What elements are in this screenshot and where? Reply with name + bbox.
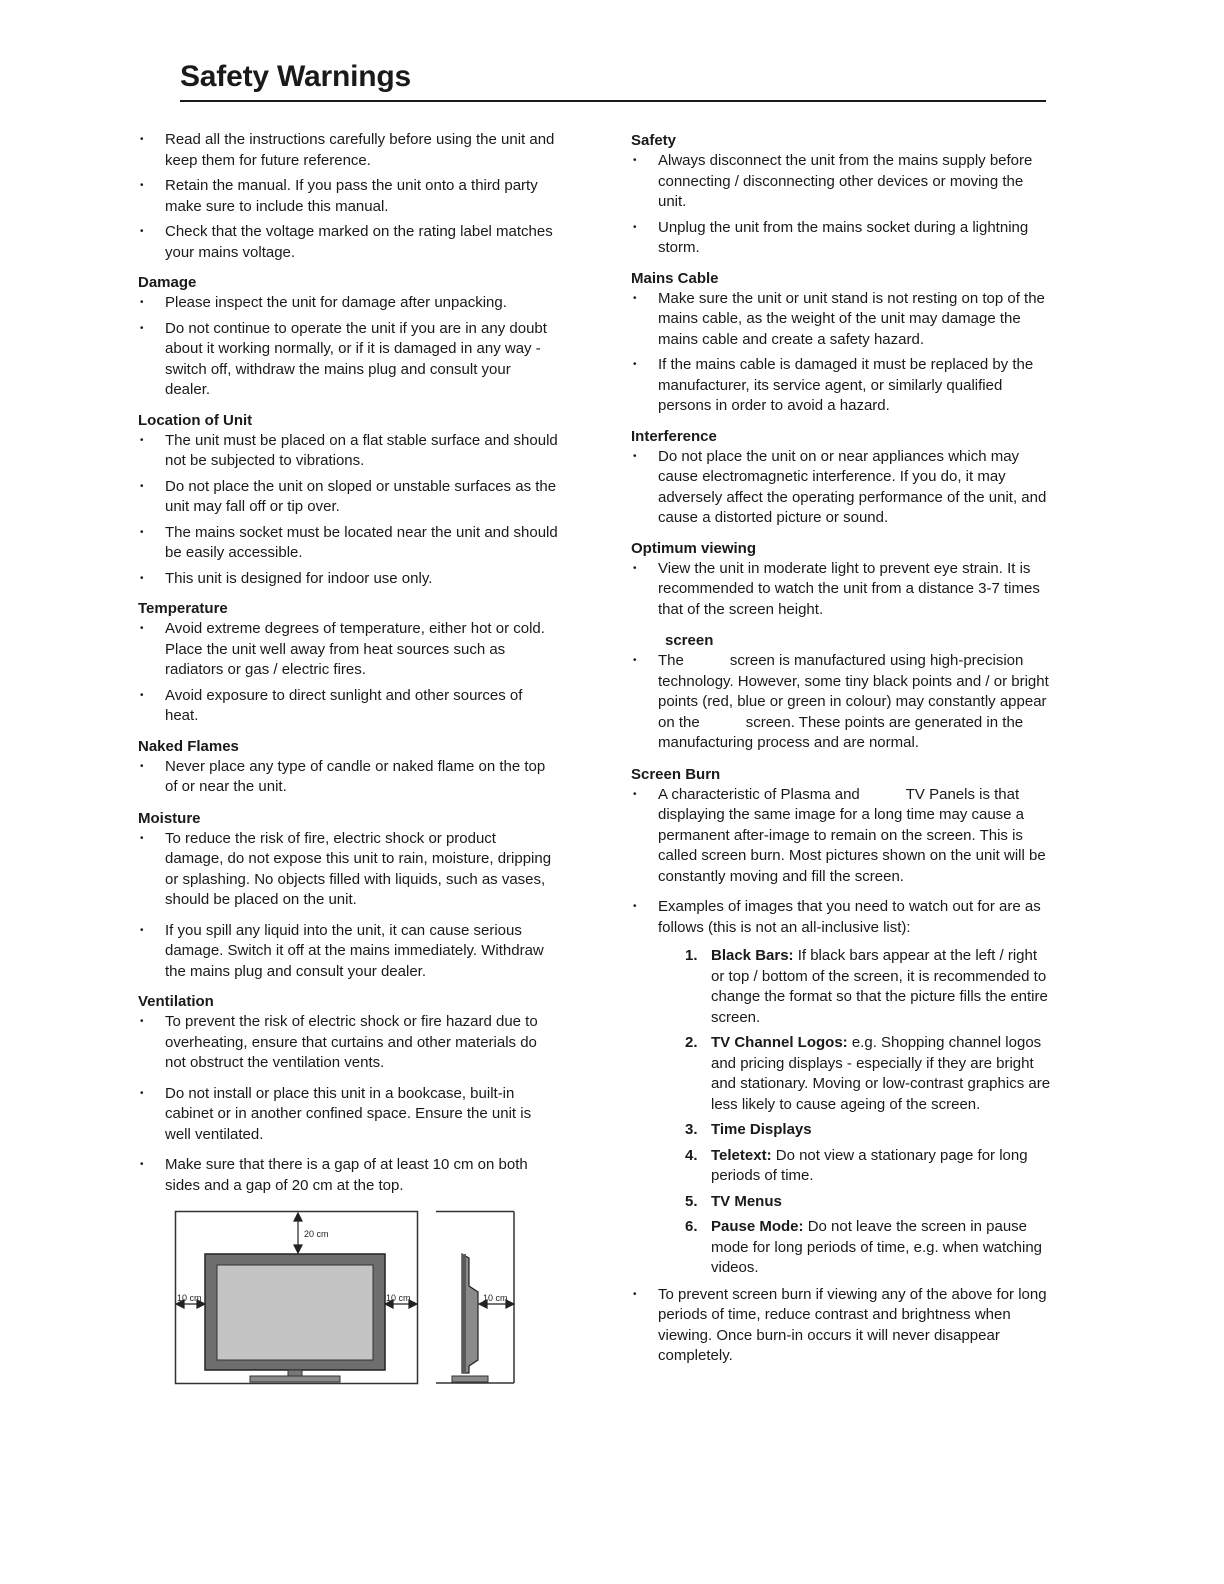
list-item: • Always disconnect the unit from the mains supply before connecting / disconnecting other devices or moving the unit. (631, 151, 1051, 213)
screen-burn-section (631, 764, 1051, 1367)
flames-section (138, 736, 558, 798)
section-heading: screen (665, 632, 714, 649)
section-heading: Naked Flames (138, 737, 239, 755)
section-heading: Location of Unit (138, 411, 253, 429)
optimum-viewing-section (631, 538, 1051, 621)
list-item: • Make sure that there is a gap of at least 10 cm on both sides and a gap of 20 cm at the top. (138, 1155, 558, 1196)
burn-text-1a: A characteristic of Plasma and (658, 785, 860, 803)
list-item: • If you spill any liquid into the unit, it can cause serious damage. Switch it off at the mains immediately. Withdraw the mains plug and consult your dealer. (138, 921, 558, 983)
left-gap-label: 10 cm (177, 1293, 202, 1303)
list-item: • The mains socket must be located near the unit and should be easily accessible. (138, 523, 558, 564)
section-heading: Ventilation (138, 993, 214, 1010)
list-item: • Never place any type of candle or naked flame on the top of or near the unit. (138, 757, 558, 798)
list-item: • To prevent the risk of electric shock or fire hazard due to overheating, ensure that curtains and other materials do not obstruct the ventilation vents. (138, 1012, 558, 1074)
safety-section (631, 130, 1051, 259)
section-heading: Temperature (138, 600, 228, 617)
list-item: • Unplug the unit from the mains socket during a lightning storm. (631, 218, 1051, 259)
numbered-item: 5. TV Menus (685, 1192, 782, 1210)
section-heading: Optimum viewing (631, 539, 757, 557)
interference-section (631, 426, 1051, 529)
list-item: • Make sure the unit or unit stand is not resting on top of the mains cable, as the weight of the unit may damage the mains cable and create a safety hazard. (631, 289, 1051, 351)
temperature-section (138, 598, 558, 727)
list-item: • Do not continue to operate the unit if you are in any doubt about it working normally, or if it is damaged in any way - switch off, withdraw the mains plug and consult your dealer. (138, 319, 558, 401)
mains-cable-section (631, 268, 1051, 417)
right-gap-label: 10 cm (386, 1293, 411, 1303)
screen-text-3: screen. These points are generated in the manufacturing process and are normal. (658, 713, 1024, 751)
numbered-item: 2. TV Channel Logos: e.g. Shopping channel logos and pricing displays - especially if they are bright and stationary. Moving or low-contrast graphics are less likely to cause ageing of the screen. (685, 1034, 1051, 1113)
list-item: • Avoid exposure to direct sunlight and other sources of heat. (138, 686, 558, 727)
top-gap-arrow (294, 1213, 302, 1253)
screen-section (631, 630, 1051, 754)
list-item: • To prevent screen burn if viewing any of the above for long periods of time, reduce contrast and brightness when viewing. Once burn-in occurs it will never disappear completely. (631, 1285, 1051, 1367)
page-title: Safety Warnings (180, 60, 411, 93)
top-gap-label: 20 cm (304, 1229, 329, 1239)
burn-text-2: Examples of images that you need to watch out for are as follows (this is not an all-inclusive list): (658, 898, 1041, 936)
list-item: • Check that the voltage marked on the rating label matches your mains voltage. (138, 222, 558, 263)
list-item (631, 897, 1051, 1279)
numbered-item: 1. Black Bars: If black bars appear at the left / right or top / bottom of the screen, it is recommended to change the format so that the picture fills the entire screen. (685, 947, 1048, 1026)
section-heading: Moisture (138, 809, 201, 827)
ventilation-diagram (174, 1210, 519, 1386)
list-item: • Read all the instructions carefully before using the unit and keep them for future reference. (138, 130, 558, 171)
screen-text-2: screen is manufactured using high-precision technology. However, some tiny black points and / or bright points (red, blue or green in colour) may constantly appear on the (658, 652, 1049, 731)
title-rule (180, 100, 1046, 102)
left-column (138, 130, 558, 1205)
list-item: • Do not place the unit on or near appliances which may cause electromagnetic interference. If you do, it may adversely affect the operating performance of the unit, and cause a distorted picture or sound. (631, 447, 1051, 529)
numbered-item: 4. Teletext: Do not view a stationary page for long periods of time. (685, 1146, 1028, 1184)
list-item: • Avoid extreme degrees of temperature, either hot or cold. Place the unit well away from heat sources such as radiators or gas / electric fires. (138, 619, 558, 681)
list-item: • View the unit in moderate light to prevent eye strain. It is recommended to watch the unit from a distance 3-7 times that of the screen height. (631, 559, 1051, 621)
list-item: • Do not place the unit on sloped or unstable surfaces as the unit may fall off or tip over. (138, 477, 558, 518)
list-item (631, 651, 1051, 754)
list-item: • Please inspect the unit for damage after unpacking. (138, 293, 558, 314)
list-item (631, 785, 1051, 888)
list-item: • This unit is designed for indoor use only. (138, 569, 558, 590)
numbered-item: 3. Time Displays (685, 1121, 812, 1138)
list-item: • To reduce the risk of fire, electric shock or product damage, do not expose this unit to rain, moisture, dripping or splashing. No objects filled with liquids, such as vases, should be placed on the unit. (138, 829, 558, 911)
burn-text-1b: TV Panels is that displaying the same image for a long time may cause a permanent after-image to remain on the screen. This is called screen burn. Most pictures shown on the unit will be constantly moving and fill the screen. (658, 785, 1046, 885)
list-item: • Retain the manual. If you pass the unit onto a third party make sure to include this manual. (138, 176, 558, 217)
tv-front-icon (205, 1254, 385, 1382)
damage-section (138, 272, 558, 401)
ventilation-section (138, 991, 558, 1196)
location-section (138, 410, 558, 590)
section-heading: Screen Burn (631, 765, 721, 783)
burn-examples-list (658, 946, 1051, 1279)
list-item: • The unit must be placed on a flat stable surface and should not be subjected to vibrations. (138, 431, 558, 472)
right-column (631, 130, 1051, 1376)
intro-section (138, 130, 558, 263)
list-item: • Do not install or place this unit in a bookcase, built-in cabinet or in another confined space. Ensure the unit is well ventilated. (138, 1084, 558, 1146)
rear-gap-label: 10 cm (483, 1293, 508, 1303)
section-heading: Safety (631, 132, 677, 149)
screen-text-1: The (658, 652, 684, 669)
moisture-section (138, 808, 558, 983)
section-heading: Interference (631, 427, 717, 445)
section-heading: Damage (138, 274, 197, 291)
list-item: • If the mains cable is damaged it must be replaced by the manufacturer, its service agent, or similarly qualified persons in order to avoid a hazard. (631, 355, 1051, 417)
tv-side-icon (452, 1254, 488, 1382)
numbered-item: 6. Pause Mode: Do not leave the screen in pause mode for long periods of time, e.g. when watching videos. (685, 1218, 1043, 1276)
section-heading: Mains Cable (631, 269, 719, 287)
